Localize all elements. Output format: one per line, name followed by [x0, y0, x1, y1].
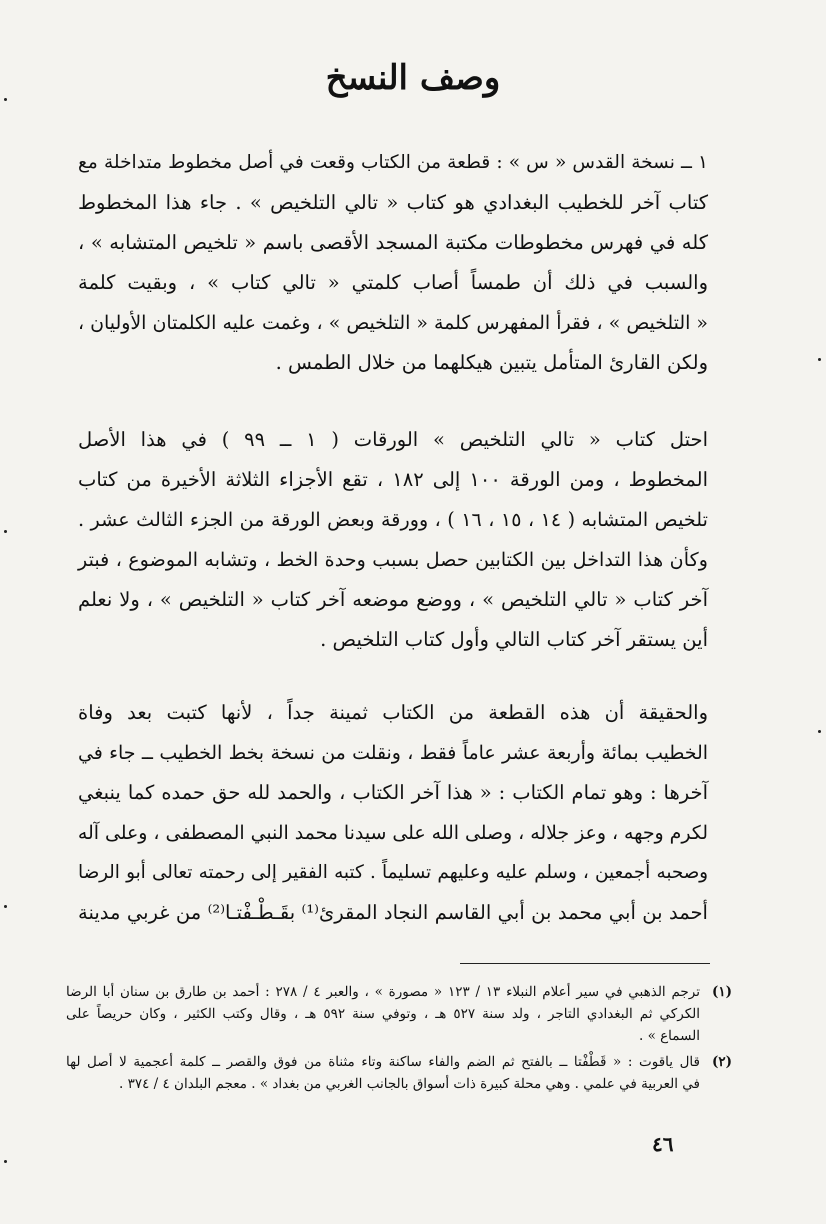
scan-speck — [4, 905, 7, 908]
footnote-line: قال ياقوت : « قَطْفْتا ــ بالفتح ثم الضم والفاء ساكنة وتاء مثناة من فوق والقصر ــ كلمة أعجمية لا أصل لها — [66, 1054, 700, 1070]
text-line: والحقيقة أن هذه القطعة من الكتاب ثمينة جداً ، لأنها كتبت بعد وفاة — [78, 701, 708, 724]
paragraph-1 — [78, 143, 708, 383]
footnotes — [66, 981, 742, 1099]
paragraph-2 — [78, 420, 708, 660]
text-line: آخر كتاب « تالي التلخيص » ، ووضع موضعه آخر كتاب « التلخيص » ، ولا نعلم — [78, 588, 708, 611]
footnote-line: في العربية في علمي . وهي محلة كبيرة ذات أسواق بالجانب الغربي من بغداد » . معجم البلدان ٤ / ٣٧٤ . — [119, 1076, 700, 1092]
footnote-separator — [460, 963, 710, 964]
text-line: ١ ــ نسخة القدس « س » : قطعة من الكتاب وقعت في أصل مخطوط متداخلة مع — [78, 152, 708, 173]
footnote-number: (٢) — [711, 1054, 733, 1070]
text-line: ولكن القارئ المتأمل يتبين هيكلهما من خلال الطمس . — [275, 351, 708, 374]
footnote-line: ترجم الذهبي في سير أعلام النبلاء ١٣ / ١٢٣ « مصورة » ، والعبر ٤ / ٢٧٨ : أحمد بن طارق بن سنان أبا الرضا — [66, 984, 700, 1000]
page-title: وصف النسخ — [325, 58, 501, 98]
text-line: أين يستقر آخر كتاب التالي وأول كتاب التلخيص . — [320, 628, 708, 651]
text-line: احتل كتاب « تالي التلخيص » الورقات ( ١ ــ ٩٩ ) في هذا الأصل — [78, 428, 708, 451]
paragraph-3 — [78, 693, 708, 933]
text-line: آخرها : وهو تمام الكتاب : « هذا آخر الكتاب ، والحمد لله حق حمده كما ينبغي — [78, 781, 708, 804]
text-line: « التلخيص » ، فقرأ المفهرس كلمة « التلخيص » ، وغمت عليه الكلمتان الأوليان ، — [78, 312, 708, 334]
scan-speck — [4, 530, 7, 533]
text-line: وكأن هذا التداخل بين الكتابين حصل بسبب وحدة الخط ، وتشابه الموضوع ، فبتر — [78, 548, 708, 571]
scan-speck — [818, 730, 821, 733]
footnote-line: الكركي ثم البغدادي التاجر ، ولد سنة ٥٢٧ هـ ، وتوفي سنة ٥٩٢ هـ ، وقال وكتب الكثير ، وكان حريصاً على — [66, 1006, 701, 1022]
page-number: ٤٦ — [652, 1132, 674, 1156]
text-line: وصحبه أجمعين ، وسلم عليه وعليهم تسليماً . كتبه الفقير إلى رحمته تعالى أبو الرضا — [78, 862, 708, 883]
scan-speck — [4, 98, 7, 101]
text-line: الخطيب بمائة وأربعة عشر عاماً فقط ، ونقلت من نسخة بخط الخطيب ــ جاء في — [78, 742, 708, 764]
footnote-2 — [66, 1051, 742, 1095]
footnote-1 — [66, 981, 742, 1047]
text-line: أحمد بن أبي محمد بن أبي القاسم النجاد المقرئ⁽¹⁾ بقَـطْـفْتـا⁽²⁾ من غربي مدينة — [78, 901, 708, 924]
text-line: لكرم وجهه ، وعز جلاله ، وصلى الله على سيدنا محمد النبي المصطفى ، وعلى آله — [77, 822, 708, 844]
footnote-line: السماع » . — [638, 1028, 700, 1044]
text-line: كله في فهرس مخطوطات مكتبة المسجد الأقصى باسم « تلخيص المتشابه » ، — [78, 231, 708, 254]
scan-speck — [818, 358, 821, 361]
text-line: كتاب آخر للخطيب البغدادي هو كتاب « تالي التلخيص » . جاء هذا المخطوط — [78, 191, 708, 214]
scan-speck — [4, 1160, 7, 1163]
text-line: المخطوط ، ومن الورقة ١٠٠ إلى ١٨٢ ، تقع الأجزاء الثلاثة الأخيرة من كتاب — [78, 468, 709, 491]
text-line: والسبب في ذلك أن طمساً أصاب كلمتي « تالي كتاب » ، وبقيت كلمة — [78, 271, 708, 294]
text-line: تلخيص المتشابه ( ١٤ ، ١٥ ، ١٦ ) ، وورقة وبعض الورقة من الجزء الثالث عشر . — [78, 508, 708, 531]
footnote-number: (١) — [711, 984, 733, 1000]
